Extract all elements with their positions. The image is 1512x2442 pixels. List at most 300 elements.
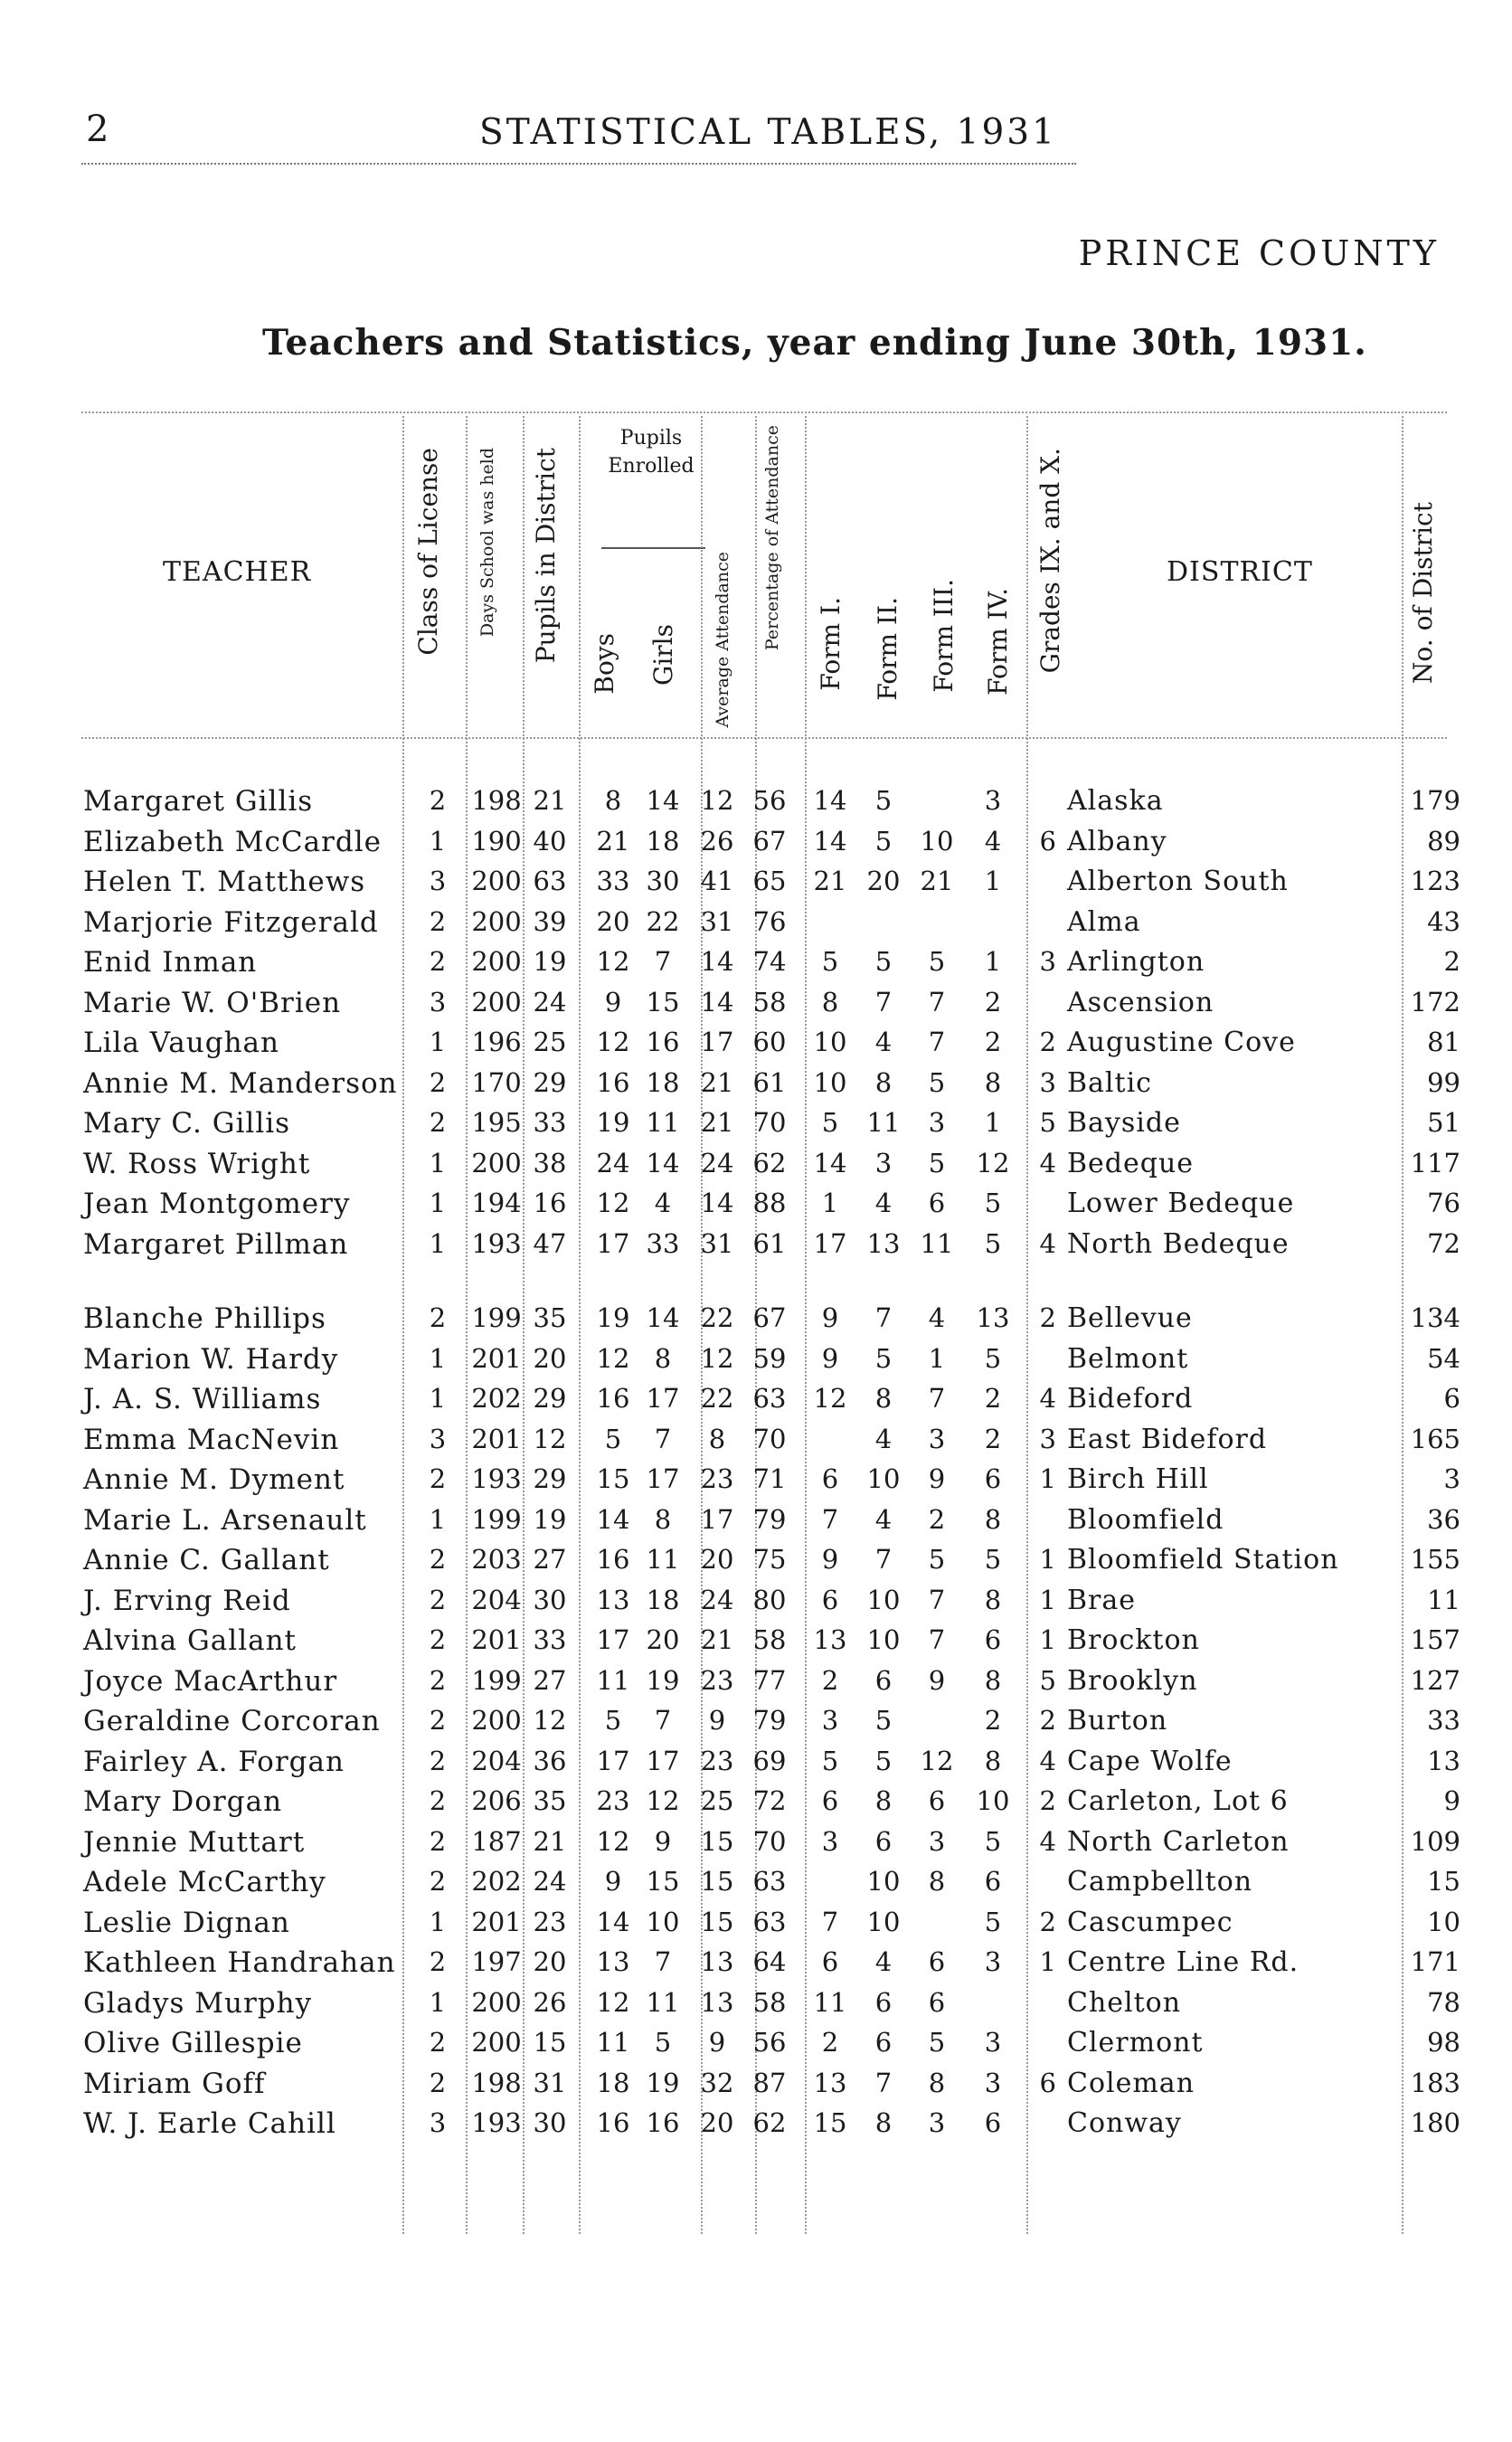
district-number: 117 xyxy=(1410,1147,1460,1178)
cell-grades-ix-x: 1 xyxy=(1039,1946,1056,1977)
table-row xyxy=(0,1665,1512,1705)
cell-f3: 6 xyxy=(928,1785,946,1816)
district-name: Coleman xyxy=(1067,2067,1195,2099)
cell-pupils: 27 xyxy=(533,1544,567,1575)
cell-lic: 2 xyxy=(429,1866,447,1897)
cell-lic: 2 xyxy=(429,1785,447,1816)
table-row xyxy=(0,826,1512,866)
cell-f1: 14 xyxy=(813,825,847,857)
cell-days: 201 xyxy=(471,1906,522,1937)
cell-f3: 5 xyxy=(928,1066,946,1098)
cell-grades-ix-x: 2 xyxy=(1039,1302,1056,1333)
cell-boys: 11 xyxy=(596,1664,630,1696)
cell-f1: 7 xyxy=(821,1906,839,1937)
cell-f4: 4 xyxy=(984,825,1002,857)
district-name: Conway xyxy=(1067,2107,1182,2139)
cell-f1: 9 xyxy=(821,1544,839,1575)
cell-avg: 17 xyxy=(700,1503,734,1535)
cell-f4: 13 xyxy=(976,1302,1010,1333)
cell-avg: 24 xyxy=(700,1147,734,1178)
column-header-percentage-attendance: Percentage of Attendance xyxy=(762,425,782,651)
cell-lic: 2 xyxy=(429,785,447,816)
cell-f2: 10 xyxy=(866,1463,901,1494)
cell-f1: 6 xyxy=(821,1463,839,1494)
cell-lic: 3 xyxy=(429,986,447,1018)
cell-girls: 20 xyxy=(646,1624,680,1655)
cell-pupils: 31 xyxy=(533,2067,567,2098)
column-header-teacher: TEACHER xyxy=(163,556,312,588)
cell-f2: 8 xyxy=(874,1066,893,1098)
cell-avg: 8 xyxy=(708,1423,726,1454)
cell-days: 194 xyxy=(471,1188,522,1218)
cell-f4: 1 xyxy=(984,946,1002,977)
cell-days: 206 xyxy=(471,1785,522,1816)
district-name: Brooklyn xyxy=(1067,1664,1198,1697)
cell-grades-ix-x: 4 xyxy=(1039,1147,1056,1178)
district-number: 127 xyxy=(1410,1664,1460,1696)
teacher-name: Lila Vaughan xyxy=(83,1027,279,1059)
cell-f1: 5 xyxy=(821,946,839,977)
cell-pupils: 16 xyxy=(533,1188,567,1218)
cell-avg: 15 xyxy=(700,1866,734,1897)
district-name: Baltic xyxy=(1067,1066,1152,1099)
cell-pupils: 19 xyxy=(533,1503,567,1535)
cell-avg: 9 xyxy=(708,1705,726,1736)
cell-f2: 4 xyxy=(874,1188,893,1218)
district-name: Cascumpec xyxy=(1067,1906,1233,1938)
cell-boys: 14 xyxy=(596,1906,630,1937)
cell-grades-ix-x: 3 xyxy=(1039,1066,1056,1098)
cell-f4: 2 xyxy=(984,1383,1002,1414)
district-name: North Bedeque xyxy=(1067,1227,1290,1260)
county-heading: PRINCE COUNTY xyxy=(1078,233,1440,273)
cell-girls: 19 xyxy=(646,1664,680,1696)
teacher-name: Joyce MacArthur xyxy=(83,1664,338,1698)
cell-lic: 2 xyxy=(429,1066,447,1098)
cell-pct: 65 xyxy=(752,866,787,896)
cell-f4: 3 xyxy=(984,785,1002,816)
table-row xyxy=(0,987,1512,1027)
cell-girls: 22 xyxy=(646,905,680,937)
cell-girls: 11 xyxy=(646,1107,680,1138)
cell-f4: 8 xyxy=(984,1584,1002,1615)
cell-f3: 3 xyxy=(928,1107,946,1138)
cell-avg: 22 xyxy=(700,1302,734,1333)
table-row xyxy=(0,1907,1512,1946)
teacher-name: W. Ross Wright xyxy=(83,1147,311,1180)
cell-days: 200 xyxy=(471,1147,522,1178)
cell-lic: 2 xyxy=(429,1946,447,1977)
cell-grades-ix-x: 2 xyxy=(1039,1705,1056,1736)
cell-f2: 4 xyxy=(874,1946,893,1977)
district-name: Belmont xyxy=(1067,1342,1189,1375)
teacher-name: Olive Gillespie xyxy=(83,2027,303,2059)
cell-f1: 3 xyxy=(821,1705,839,1736)
cell-avg: 14 xyxy=(700,1188,734,1218)
district-number: 81 xyxy=(1427,1027,1460,1057)
column-header-grades-ix-x: Grades IX. and X. xyxy=(1035,448,1065,674)
table-row xyxy=(0,946,1512,986)
cell-avg: 32 xyxy=(700,2067,734,2098)
cell-f1: 6 xyxy=(821,1584,839,1615)
cell-boys: 13 xyxy=(596,1946,630,1977)
cell-days: 199 xyxy=(471,1503,522,1535)
table-row xyxy=(0,866,1512,905)
cell-avg: 21 xyxy=(700,1066,734,1098)
cell-pct: 63 xyxy=(752,1866,787,1897)
cell-f3: 5 xyxy=(928,946,946,977)
cell-f4: 2 xyxy=(984,1423,1002,1454)
cell-f4: 5 xyxy=(984,1227,1002,1259)
cell-pupils: 23 xyxy=(533,1906,567,1937)
cell-f2: 6 xyxy=(874,2027,893,2058)
cell-f4: 6 xyxy=(984,2107,1002,2138)
table-row xyxy=(0,1746,1512,1785)
cell-days: 199 xyxy=(471,1664,522,1696)
district-number: 76 xyxy=(1427,1188,1460,1218)
cell-lic: 2 xyxy=(429,1463,447,1494)
cell-f2: 20 xyxy=(866,866,901,896)
cell-f2: 5 xyxy=(874,946,893,977)
cell-days: 198 xyxy=(471,785,522,816)
running-title: STATISTICAL TABLES, 1931 xyxy=(479,112,1057,153)
cell-pupils: 26 xyxy=(533,1986,567,2018)
teacher-name: Alvina Gallant xyxy=(83,1624,298,1657)
cell-grades-ix-x: 4 xyxy=(1039,1825,1056,1857)
cell-pct: 70 xyxy=(752,1107,787,1138)
cell-pct: 60 xyxy=(752,1027,787,1057)
cell-days: 200 xyxy=(471,1705,522,1736)
cell-avg: 21 xyxy=(700,1107,734,1138)
cell-f2: 11 xyxy=(866,1107,901,1138)
cell-boys: 5 xyxy=(604,1423,622,1454)
cell-f4: 1 xyxy=(984,866,1002,896)
page-number: 2 xyxy=(86,109,109,150)
teacher-name: Fairley A. Forgan xyxy=(83,1745,345,1778)
cell-days: 203 xyxy=(471,1544,522,1575)
cell-f3: 7 xyxy=(928,1584,946,1615)
cell-boys: 20 xyxy=(596,905,630,937)
district-name: Birch Hill xyxy=(1067,1463,1209,1495)
table-row xyxy=(0,785,1512,825)
cell-pct: 62 xyxy=(752,1147,787,1178)
cell-f4: 1 xyxy=(984,1107,1002,1138)
cell-f1: 10 xyxy=(813,1066,847,1098)
cell-f3: 3 xyxy=(928,2107,946,2138)
cell-f4: 6 xyxy=(984,1624,1002,1655)
cell-pupils: 12 xyxy=(533,1705,567,1736)
cell-f2: 4 xyxy=(874,1423,893,1454)
cell-pct: 87 xyxy=(752,2067,787,2098)
cell-boys: 16 xyxy=(596,1383,630,1414)
cell-pct: 58 xyxy=(752,1624,787,1655)
table-row xyxy=(0,1826,1512,1866)
cell-girls: 16 xyxy=(646,2107,680,2138)
cell-lic: 2 xyxy=(429,1302,447,1333)
district-number: 51 xyxy=(1427,1107,1460,1138)
cell-pct: 56 xyxy=(752,785,787,816)
cell-pupils: 36 xyxy=(533,1745,567,1776)
teacher-name: Jean Montgomery xyxy=(83,1188,351,1220)
district-number: 11 xyxy=(1427,1584,1460,1615)
cell-pupils: 29 xyxy=(533,1383,567,1414)
district-name: Ascension xyxy=(1067,986,1214,1018)
district-number: 98 xyxy=(1427,2027,1460,2058)
cell-girls: 19 xyxy=(646,2067,680,2098)
cell-f3: 21 xyxy=(920,866,954,896)
cell-grades-ix-x: 1 xyxy=(1039,1544,1056,1575)
header-bottom-rule xyxy=(81,737,1447,739)
cell-days: 197 xyxy=(471,1946,522,1977)
table-row xyxy=(0,1067,1512,1107)
cell-lic: 2 xyxy=(429,1745,447,1776)
district-name: Centre Line Rd. xyxy=(1067,1946,1299,1978)
teacher-name: Adele McCarthy xyxy=(83,1866,326,1898)
cell-grades-ix-x: 4 xyxy=(1039,1227,1056,1259)
district-number: 6 xyxy=(1443,1383,1460,1414)
teacher-name: Annie M. Manderson xyxy=(83,1066,398,1100)
cell-pupils: 20 xyxy=(533,1342,567,1374)
cell-f2: 10 xyxy=(866,1584,901,1615)
district-number: 3 xyxy=(1443,1463,1460,1494)
column-header-class-of-license: Class of License xyxy=(413,448,443,656)
cell-avg: 12 xyxy=(700,1342,734,1374)
table-row xyxy=(0,1148,1512,1188)
cell-grades-ix-x: 2 xyxy=(1039,1906,1056,1937)
cell-boys: 17 xyxy=(596,1745,630,1776)
table-subtitle: Teachers and Statistics, year ending June 30th, 1931. xyxy=(262,322,1367,364)
cell-girls: 17 xyxy=(646,1745,680,1776)
cell-girls: 16 xyxy=(646,1027,680,1057)
teacher-name: Emma MacNevin xyxy=(83,1423,340,1456)
cell-days: 195 xyxy=(471,1107,522,1138)
cell-f4: 5 xyxy=(984,1906,1002,1937)
cell-avg: 20 xyxy=(700,1544,734,1575)
cell-boys: 16 xyxy=(596,1066,630,1098)
cell-pupils: 47 xyxy=(533,1227,567,1259)
cell-f1: 2 xyxy=(821,2027,839,2058)
cell-boys: 11 xyxy=(596,2027,630,2058)
cell-f2: 8 xyxy=(874,1383,893,1414)
cell-grades-ix-x: 2 xyxy=(1039,1785,1056,1816)
cell-boys: 15 xyxy=(596,1463,630,1494)
column-header-average-attendance: Average Attendance xyxy=(713,552,732,728)
cell-f4: 10 xyxy=(976,1785,1010,1816)
cell-lic: 2 xyxy=(429,1624,447,1655)
cell-f2: 4 xyxy=(874,1027,893,1057)
column-header-pupils-in-district: Pupils in District xyxy=(531,448,561,664)
cell-pupils: 12 xyxy=(533,1423,567,1454)
district-number: 15 xyxy=(1427,1866,1460,1897)
cell-days: 198 xyxy=(471,2067,522,2098)
cell-pupils: 63 xyxy=(533,866,567,896)
table-row xyxy=(0,1504,1512,1544)
cell-boys: 19 xyxy=(596,1107,630,1138)
cell-pct: 79 xyxy=(752,1503,787,1535)
cell-f2: 7 xyxy=(874,986,893,1018)
cell-lic: 2 xyxy=(429,1544,447,1575)
cell-pct: 61 xyxy=(752,1227,787,1259)
cell-days: 193 xyxy=(471,1227,522,1259)
cell-pupils: 27 xyxy=(533,1664,567,1696)
cell-f4: 2 xyxy=(984,1027,1002,1057)
district-name: North Carleton xyxy=(1067,1825,1290,1858)
cell-avg: 22 xyxy=(700,1383,734,1414)
column-header-form-iv: Form IV. xyxy=(983,588,1013,696)
cell-days: 202 xyxy=(471,1383,522,1414)
column-header-boys: Boys xyxy=(590,633,619,695)
cell-pct: 58 xyxy=(752,1986,787,2018)
teacher-name: Elizabeth McCardle xyxy=(83,825,382,858)
cell-f2: 6 xyxy=(874,1986,893,2018)
cell-f3: 8 xyxy=(928,1866,946,1897)
cell-f4: 8 xyxy=(984,1503,1002,1535)
cell-days: 204 xyxy=(471,1584,522,1615)
cell-f2: 8 xyxy=(874,1785,893,1816)
cell-f4: 2 xyxy=(984,986,1002,1018)
cell-pupils: 21 xyxy=(533,785,567,816)
cell-girls: 33 xyxy=(646,1227,680,1259)
cell-grades-ix-x: 3 xyxy=(1039,946,1056,977)
cell-days: 200 xyxy=(471,986,522,1018)
cell-boys: 18 xyxy=(596,2067,630,2098)
cell-f2: 5 xyxy=(874,1342,893,1374)
cell-girls: 18 xyxy=(646,1066,680,1098)
cell-grades-ix-x: 1 xyxy=(1039,1624,1056,1655)
cell-days: 200 xyxy=(471,905,522,937)
cell-f1: 8 xyxy=(821,986,839,1018)
cell-f1: 13 xyxy=(813,2067,847,2098)
cell-f2: 5 xyxy=(874,825,893,857)
cell-girls: 12 xyxy=(646,1785,680,1816)
district-number: 9 xyxy=(1443,1785,1460,1816)
cell-lic: 2 xyxy=(429,1705,447,1736)
cell-f2: 10 xyxy=(866,1624,901,1655)
district-name: Bloomfield Station xyxy=(1067,1544,1339,1576)
cell-days: 193 xyxy=(471,2107,522,2138)
table-row xyxy=(0,1585,1512,1624)
cell-girls: 7 xyxy=(654,1946,672,1977)
cell-f2: 5 xyxy=(874,1745,893,1776)
cell-f1: 13 xyxy=(813,1624,847,1655)
district-number: 109 xyxy=(1410,1825,1460,1857)
cell-f2: 10 xyxy=(866,1906,901,1937)
teacher-name: Geraldine Corcoran xyxy=(83,1705,381,1737)
cell-f2: 3 xyxy=(874,1147,893,1178)
cell-avg: 14 xyxy=(700,986,734,1018)
district-number: 179 xyxy=(1410,785,1460,816)
cell-pupils: 38 xyxy=(533,1147,567,1178)
cell-f3: 7 xyxy=(928,986,946,1018)
cell-grades-ix-x: 5 xyxy=(1039,1107,1056,1138)
cell-grades-ix-x: 1 xyxy=(1039,1463,1056,1494)
cell-lic: 1 xyxy=(429,1227,447,1259)
cell-girls: 11 xyxy=(646,1986,680,2018)
cell-avg: 17 xyxy=(700,1027,734,1057)
cell-lic: 1 xyxy=(429,1188,447,1218)
cell-girls: 15 xyxy=(646,1866,680,1897)
cell-f3: 5 xyxy=(928,2027,946,2058)
teacher-name: Mary C. Gillis xyxy=(83,1107,291,1140)
cell-grades-ix-x: 4 xyxy=(1039,1383,1056,1414)
cell-f4: 3 xyxy=(984,2027,1002,2058)
cell-f1: 5 xyxy=(821,1745,839,1776)
teacher-name: Margaret Gillis xyxy=(83,785,314,818)
cell-f1: 2 xyxy=(821,1664,839,1696)
cell-f1: 21 xyxy=(813,866,847,896)
district-number: 180 xyxy=(1410,2107,1460,2138)
cell-boys: 24 xyxy=(596,1147,630,1178)
cell-lic: 1 xyxy=(429,1027,447,1057)
cell-f2: 4 xyxy=(874,1503,893,1535)
cell-pupils: 29 xyxy=(533,1463,567,1494)
teacher-name: Margaret Pillman xyxy=(83,1227,349,1261)
cell-f1: 17 xyxy=(813,1227,847,1259)
cell-girls: 14 xyxy=(646,785,680,816)
district-name: Brae xyxy=(1067,1584,1137,1616)
cell-lic: 2 xyxy=(429,1107,447,1138)
cell-girls: 17 xyxy=(646,1383,680,1414)
column-header-form-i: Form I. xyxy=(816,597,846,691)
cell-grades-ix-x: 6 xyxy=(1039,2067,1056,2098)
cell-avg: 23 xyxy=(700,1664,734,1696)
column-header-form-iii: Form III. xyxy=(929,579,959,693)
cell-avg: 13 xyxy=(700,1986,734,2018)
cell-pct: 58 xyxy=(752,986,787,1018)
cell-boys: 23 xyxy=(596,1785,630,1816)
cell-f3: 2 xyxy=(928,1503,946,1535)
cell-avg: 14 xyxy=(700,946,734,977)
cell-girls: 7 xyxy=(654,1423,672,1454)
cell-f3: 12 xyxy=(920,1745,954,1776)
table-row xyxy=(0,1544,1512,1584)
cell-f3: 5 xyxy=(928,1544,946,1575)
district-name: Bellevue xyxy=(1067,1302,1193,1334)
cell-days: 201 xyxy=(471,1423,522,1454)
district-name: Lower Bedeque xyxy=(1067,1188,1295,1219)
cell-pct: 67 xyxy=(752,825,787,857)
table-row xyxy=(0,1463,1512,1503)
cell-days: 190 xyxy=(471,825,522,857)
table-row xyxy=(0,1624,1512,1664)
cell-pupils: 25 xyxy=(533,1027,567,1057)
cell-boys: 17 xyxy=(596,1624,630,1655)
cell-girls: 7 xyxy=(654,1705,672,1736)
cell-pct: 88 xyxy=(752,1188,787,1218)
cell-f3: 1 xyxy=(928,1342,946,1374)
cell-days: 200 xyxy=(471,2027,522,2058)
district-number: 89 xyxy=(1427,825,1460,857)
cell-pupils: 35 xyxy=(533,1785,567,1816)
cell-girls: 8 xyxy=(654,1503,672,1535)
cell-f4: 3 xyxy=(984,1946,1002,1977)
cell-pct: 74 xyxy=(752,946,787,977)
district-number: 72 xyxy=(1427,1227,1460,1259)
cell-pct: 59 xyxy=(752,1342,787,1374)
table-row xyxy=(0,1188,1512,1227)
cell-boys: 17 xyxy=(596,1227,630,1259)
cell-f2: 7 xyxy=(874,2067,893,2098)
cell-lic: 2 xyxy=(429,2067,447,2098)
district-number: 78 xyxy=(1427,1986,1460,2018)
cell-pct: 63 xyxy=(752,1383,787,1414)
cell-pupils: 40 xyxy=(533,825,567,857)
cell-f1: 9 xyxy=(821,1302,839,1333)
table-row xyxy=(0,1343,1512,1383)
column-header-days-held: Days School was held xyxy=(477,448,497,638)
district-name: Alaska xyxy=(1067,785,1164,817)
teacher-name: Leslie Dignan xyxy=(83,1906,290,1939)
